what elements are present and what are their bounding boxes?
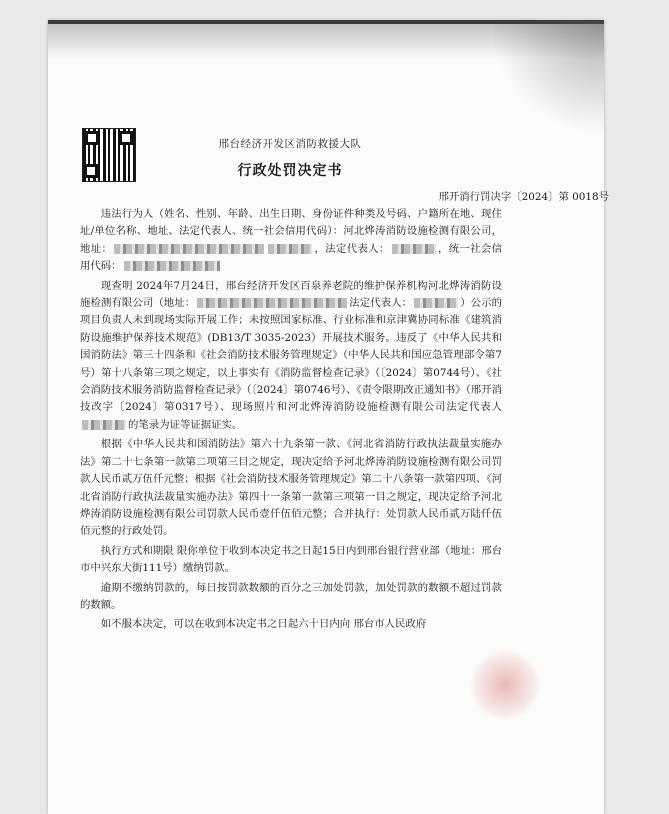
issuing-agency: 邢台经济开发区消防救援大队: [218, 138, 362, 150]
basis-paragraph: 根据《中华人民共和国消防法》第六十九条第一款、《河北省消防行政执法裁量实施办法》第二十七条第一款第二项第三目之规定，现决定给予河北烨涛消防设施检测有限公司罚款人民币贰万伍仟元整；根据《社会消防技术服务管理规定》第二十八条第一款第四项、《河北省消防行政执法裁量实施办法》第四十一条第一款第三项第一目之规定，现决定给予河北烨涛消防设施检测有限公司罚款人民币壹仟伍佰元整；合并执行：处罚款人民币贰万陆仟伍佰元整的行政处罚。: [80, 438, 502, 538]
document-title: 行政处罚决定书: [237, 163, 343, 179]
document-body: [80, 206, 502, 636]
redaction-block: [114, 244, 264, 254]
redaction-block: [82, 420, 126, 430]
redaction-block: [268, 244, 312, 254]
redaction-block: [197, 298, 347, 308]
redaction-block: [392, 244, 436, 254]
party-paragraph: 违法行为人（姓名、性别、年龄、出生日期、身份证件种类及号码、户籍所在地、现住址/单位名称、地址、法定代表人、统一社会信用代码）：河北烨涛消防设施检测有限公司，地址： ，法定代表人： ，统一社会信用代码：: [80, 208, 503, 273]
facts-paragraph: 现查明 2024年7月24日，邢台经济开发区百泉养老院的维护保养机构河北烨涛消防设施检测有限公司（地址： 法定代表人： ）公示的项目负责人未到现场实际开展工作；未按照国家标准、行业标准和京津冀协同标准《建筑消防设施维护保养技术规范》(DB13/T 3035-2023）开展技术服务。违反了《中华人民共和国消防法》第三十四条和《社会消防技术服务管理规定》（中华人民共和国应急管理部令第7号）第十八条第三项之规定，以上事实有《消防监督检查记录》（〔2024〕第0744号）、《社会消防技术服务消防监督检查记录》（〔2024〕第0746号）、《责令限期改正通知书》（邢开消技改字〔2024〕第0317号）、现场照片和河北烨涛消防设施检测有限公司法定代表人的笔录为证等证据证实。: [80, 279, 503, 431]
redaction-block: [414, 298, 458, 308]
payment-paragraph: 执行方式和期限 限你单位于收到本决定书之日起15日内到邢台银行营业部（地址：邢台市中兴东大街111号）缴纳罚款。: [80, 544, 502, 575]
late-fee-paragraph: 逾期不缴纳罚款的，每日按罚款数额的百分之三加处罚款，加处罚款的数额不超过罚款的数额。: [80, 581, 502, 611]
document-number: 邢开消行罚决字〔2024〕第 0018号: [438, 191, 609, 203]
redaction-block: [124, 261, 220, 271]
official-seal-stamp: [470, 650, 540, 720]
appeal-paragraph: 如不服本决定，可以在收到本决定书之日起六十日内向 邢台市人民政府: [100, 618, 427, 631]
scan-shadow-corner: [494, 20, 604, 140]
